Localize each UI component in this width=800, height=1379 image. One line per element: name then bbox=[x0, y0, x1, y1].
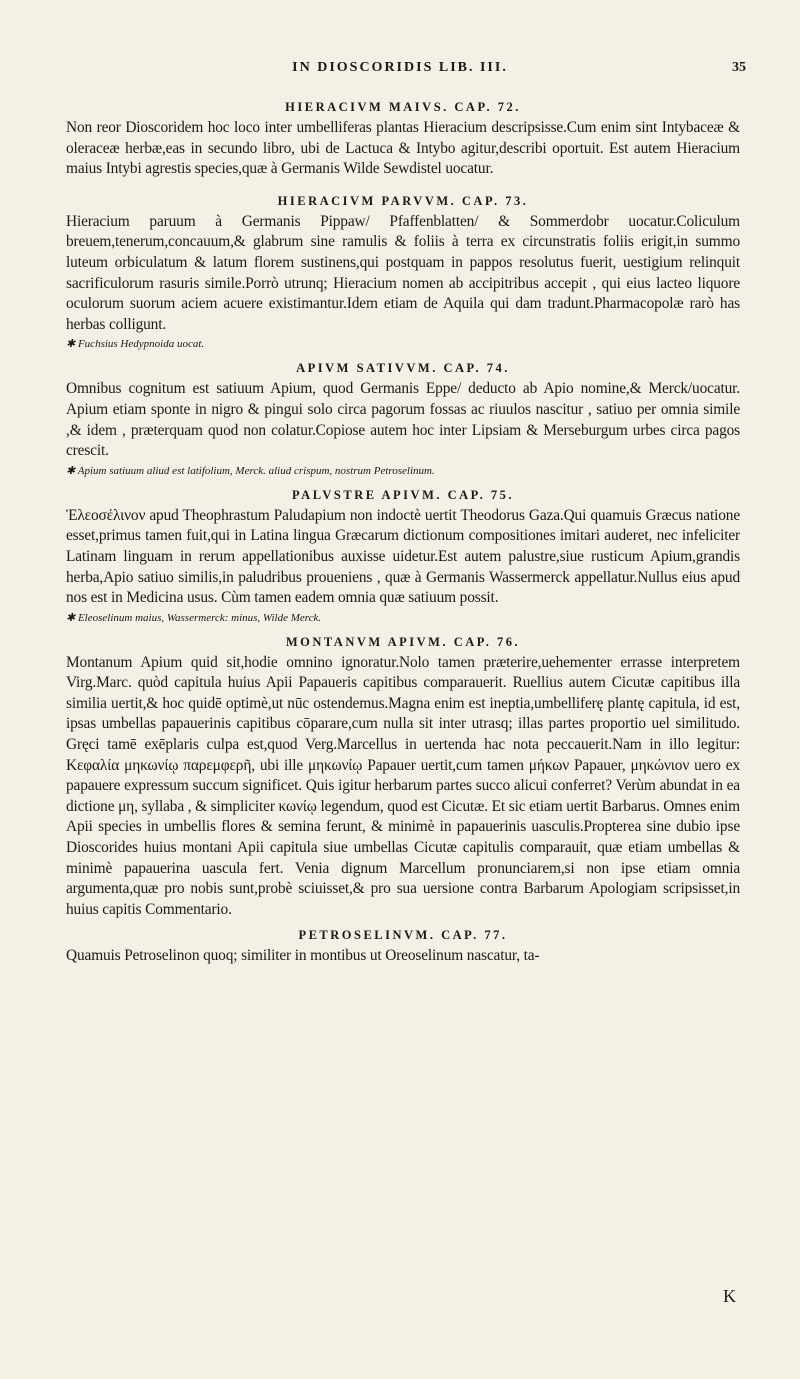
chapter-75 bbox=[66, 484, 740, 627]
chapter-76 bbox=[66, 631, 740, 921]
chapter-text: Omnibus cognitum est satiuum Apium, quod Germanis Eppe/ deducto ab Apio nomine,& Merck/uocatur. Apium etiam sponte in nigro & pingui solo circa pagorum fossas ac riuulos nascitur , satiuo per omnia simile ,& idem , præterquam quod non colatur.Copiose autem hoc inter Lipsiam & Merseburgum urbes circa pagos crescit. bbox=[66, 380, 740, 460]
chapter-text: Ἐλεοσέλινον apud Theophrastum Paludapium non indoctè uertit Theodorus Gaza.Qui quamuis Græcus natione esset,primus tamen fuit,qui in Latina lingua Græcarum dictionum compositiones imitari auderet, nec infeliciter Latinam linguam in rerum appellationibus auxisse uidetur.Est autem palustre,siue rusticum Apium,grandis herba,Apio satiuo similis,in paludribus proueniens , quæ à Germanis Wassermerck appellatur.Nullus eius apud nos est in Medicina usus. Cùm tamen eadem omnia quæ satiuum possit. bbox=[66, 506, 740, 607]
running-head: IN DIOSCORIDIS LIB. III. bbox=[292, 60, 508, 75]
page-number: 35 bbox=[732, 60, 746, 75]
marginal-note: ✱ Eleoselinum maius, Wassermerck: minus, Wilde Merck. bbox=[66, 611, 322, 624]
chapter-heading: APIVM SATIVVM. CAP. 74. bbox=[296, 361, 510, 376]
chapter-text: Hieracium paruum à Germanis Pippaw/ Pfaffenblatten/ & Sommerdobr uocatur.Coliculum breuem,tenerum,concauum,& glabrum sine ramulis & foliis à terra ex circunstratis foliis erigit,in summo luteum orbiculatum & latum florem sustinens,qui postquam in pappos resolutus fuerit, uestigium relinquit sacrificulorum rasuris simile.Porrò utrunq; Hieracium nomen ab accipitribus accepit , qui eius lacteo liquore oculorum suorum aciem acuere existimantur.Idem etiam de Aquila qui dam tradunt.Pharmacopolæ rarò has herbas colligunt. bbox=[66, 212, 740, 333]
page-header bbox=[0, 60, 800, 82]
chapter-heading: HIERACIVM MAIVS. CAP. 72. bbox=[285, 100, 521, 114]
marginal-note: ✱ Apium satiuum aliud est latifolium, Merck. aliud crispum, nostrum Petroselinum. bbox=[66, 464, 435, 477]
chapter-74 bbox=[66, 357, 740, 479]
chapter-72 bbox=[66, 96, 740, 180]
chapter-77 bbox=[66, 924, 740, 967]
chapter-73 bbox=[66, 190, 740, 354]
page-body bbox=[66, 96, 740, 967]
chapter-text: Quamuis Petroselinon quoq; similiter in montibus ut Oreoselinum nascatur, ta- bbox=[66, 947, 540, 965]
marginal-note: ✱ Fuchsius Hedypnoida uocat. bbox=[66, 338, 205, 351]
signature-mark: K bbox=[723, 1286, 736, 1306]
chapter-heading: HIERACIVM PARVVM. CAP. 73. bbox=[277, 193, 529, 208]
chapter-heading: PETROSELINVM. CAP. 77. bbox=[298, 928, 508, 943]
chapter-heading: MONTANVM APIVM. CAP. 76. bbox=[285, 634, 521, 649]
chapter-text: Montanum Apium quid sit,hodie omnino ignoratur.Nolo tamen præterire,uehementer errasse interpretem Virg.Marc. quòd capitula huius Apii Papaueris capitibus comparauerit. Ruellius autem Cicutæ capitibus illa similia uertit,& hoc quidē optimè,ut nūc ostendemus.Magna enim est ineptia,umbelliferę plantę capitula, id est, ipsas umbellas papauerinis capitibus cōparare,cum nulla sit inter utrasq; illas partes proportio uel similitudo. Gręci tamē exēplaris culpa est,quod Verg.Marcellus in uertenda hac nota peccauerit.Nam in illo legitur: Κεφαλία μηκωνίῳ παρεμφερῆ, ubi ille μηκωνίῳ Papauer uertit,cum tamen μήκων Papauer, μηκώνιον uero ex papauere expressum succum significet. Quis igitur herbarum partes succo alicui conferret? Verùm abundat in ea dictione μη, syllaba , & simpliciter κωνίῳ legendum, quod est Cicutæ. Et sic etiam uertit Barbarus. Omnes enim Apii species in umbellis flores & semina ferunt, & minimè in papauerinis uasculis.Propterea sine dubio ipse Dioscorides huius montani Apii capitula siue umbellas Cicutæ capitulis comparauit, quæ etiam umbellas & minimè papauerina uascula fert. Venia dignum Marcellum pronunciarem,si non ipse etiam omnia argumenta,quæ pro nobis sunt,probè sciuisset,& pro sua uersione contra Barbarum Apologiam scripsisset,in huius capitis Commentario. bbox=[66, 653, 740, 918]
chapter-text: Non reor Dioscoridem hoc loco inter umbelliferas plantas Hieracium descripsisse.Cum enim sint Intybaceæ & oleraceæ herbæ,eas in secundo libro, ubi de Lactuca & Intybo agitur,describi oportuit. Est autem Hieracium maius Intybi agrestis species,quæ à Germanis Wilde Sewdistel uocatur. bbox=[66, 119, 740, 178]
chapter-heading: PALVSTRE APIVM. CAP. 75. bbox=[291, 487, 515, 502]
